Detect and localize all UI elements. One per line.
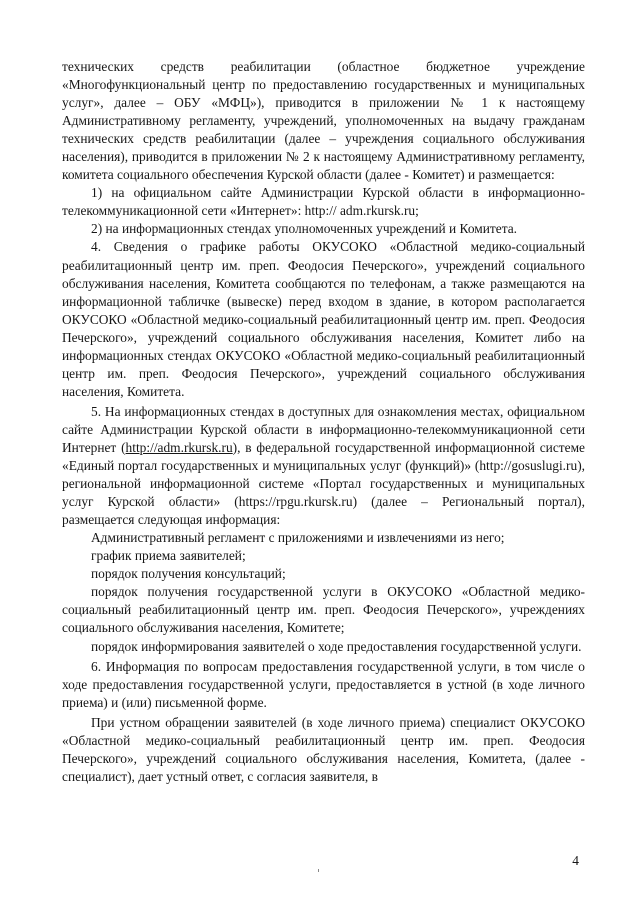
list-item-regulation: Административный регламент с приложениями и извлечениями из него;	[91, 530, 505, 546]
paragraph-item-1: 1) на официальном сайте Администрации Курской области в информационно-телекоммуникационной сети «Интернет»: http:// adm.rkursk.ru;	[62, 185, 585, 219]
list-item-schedule: график приема заявителей;	[91, 548, 246, 564]
paragraph-5-text-after: ), в федеральной государственной информационной системе «Единый портал государственных и муниципальных услуг (функций)» (http://gosuslugi.ru), региональной информационной системе «Портал государственных и муниципальных услуг Курской области» (https://rpgu.rkursk.ru) (далее – Региональный портал), размещается следующая информация:	[62, 439, 585, 528]
paragraph-oral-request: При устном обращении заявителей (в ходе личного приема) специалист ОКУСОКО «Областной медико-социальный реабилитационный центр им. преп. Феодосия Печерского», учреждений социального обслуживания населения, Комитета, (далее - специалист), дает устный ответ, с согласия заявителя, в	[62, 714, 585, 784]
paragraph-intro: технических средств реабилитации (областное бюджетное учреждение «Многофункциональный центр по предоставлению государственных и муниципальных услуг», далее – ОБУ «МФЦ»), приводится в приложении № 1 к настоящему Административному регламенту, учреждений, уполномоченных на выдачу гражданам технических средств реабилитации (далее – учреждения социального обслуживания населения), приводится в приложении № 2 к настоящему Административному регламенту, комитета социального обеспечения Курской области (далее - Комитет) и размещается:	[62, 59, 585, 183]
list-item-consultations: порядок получения консультаций;	[91, 566, 286, 582]
paragraph-4-schedule: 4. Сведения о графике работы ОКУСОКО «Областной медико-социальный реабилитационный центр им. преп. Феодосия Печерского», учреждений социального обслуживания населения, Комитета сообщаются по телефонам, а также размещаются на информационной табличке (вывеске) перед входом в здание, в котором располагается ОКУСОКО «Областной медико-социальный реабилитационный центр им. преп. Феодосия Печерского», учреждений социального обслуживания населения, Комитет либо на информационных стендах ОКУСОКО «Областной медико-социальный реабилитационный центр им. преп. Феодосия Печерского», учреждений социального обслуживания населения, Комитета.	[62, 239, 585, 399]
paragraph-5-text-before: 5. На информационных стендах в доступных для ознакомления местах, официальном сайте Администрации Курской области в информационно-телекоммуникационной сети Интернет (	[62, 403, 585, 455]
paragraph-6-information: 6. Информация по вопросам предоставления государственной услуги, в том числе о ходе предоставления государственной услуги, предоставляется в устной (в ходе личного приема) и (или) письменной форме.	[62, 658, 585, 710]
paragraph-5-stands	[62, 403, 585, 529]
scan-speck	[318, 869, 319, 872]
list-item-informing-procedure: порядок информирования заявителей о ходе предоставления государственной услуги.	[91, 638, 582, 654]
paragraph-item-2: 2) на информационных стендах уполномоченных учреждений и Комитета.	[91, 221, 518, 237]
document-body	[62, 58, 585, 786]
list-item-service-procedure: порядок получения государственной услуги в ОКУСОКО «Областной медико-социальный реабилитационный центр им. преп. Феодосия Печерского», учреждениях социального обслуживания населения, Комитете;	[62, 584, 585, 636]
page-number: 4	[572, 853, 579, 868]
adm-rkursk-link[interactable]: http://adm.rkursk.ru	[125, 439, 233, 455]
